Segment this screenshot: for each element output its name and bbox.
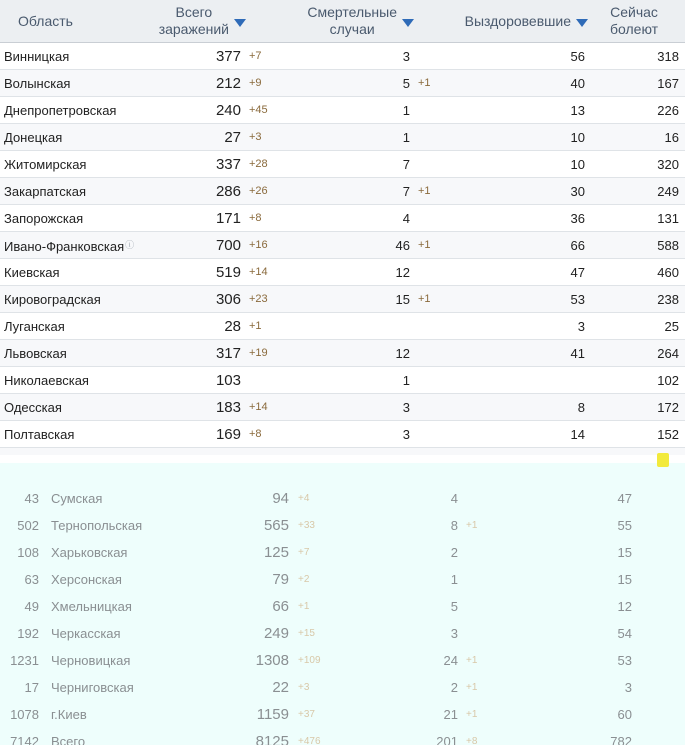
deaths: 5 xyxy=(402,76,410,91)
total-cases-delta: +3 xyxy=(249,131,262,143)
deaths-delta: +1 xyxy=(418,185,431,197)
region-name: Львовская xyxy=(4,346,67,361)
region-name: Ивано-Франковская xyxy=(4,239,125,254)
sort-down-icon[interactable] xyxy=(402,19,414,27)
table-row[interactable] xyxy=(0,286,685,313)
total-cases: 125 xyxy=(263,544,289,561)
total-cases-delta: +4 xyxy=(298,493,310,504)
total-cases: 1159 xyxy=(256,706,289,723)
total-cases: 306 xyxy=(215,291,241,308)
region-name: Полтавская xyxy=(4,427,75,442)
currently-ill: 12 xyxy=(617,599,632,614)
total-cases: 22 xyxy=(272,679,289,696)
total-cases-delta: +1 xyxy=(249,320,262,332)
total-cases-delta: +14 xyxy=(249,266,268,278)
total-cases-delta: +15 xyxy=(298,628,315,639)
currently-ill: 55 xyxy=(617,518,632,533)
recovered: 41 xyxy=(570,346,585,361)
total-cases: 79 xyxy=(272,571,289,588)
region-name: Тернопольская xyxy=(51,518,143,533)
deaths: 3 xyxy=(450,626,458,641)
recovered: 47 xyxy=(570,265,585,280)
deaths: 7 xyxy=(402,184,410,199)
region-name: Винницкая xyxy=(4,49,70,64)
total-cases: 212 xyxy=(215,75,241,92)
currently-ill: 3 xyxy=(624,680,632,695)
currently-ill: 47 xyxy=(617,491,632,506)
total-cases: 565 xyxy=(263,517,289,534)
currently-ill: 152 xyxy=(657,427,679,442)
total-cases-delta: +26 xyxy=(249,185,268,197)
deaths: 1 xyxy=(402,103,410,118)
currently-ill: 167 xyxy=(657,76,679,91)
total-cases-delta: +16 xyxy=(249,239,268,251)
total-cases-delta: +14 xyxy=(249,401,268,413)
deaths: 2 xyxy=(450,545,458,560)
table-row[interactable] xyxy=(0,593,685,620)
total-cases: 27 xyxy=(224,129,241,146)
table-row[interactable] xyxy=(0,539,685,566)
currently-ill: 588 xyxy=(657,238,679,253)
total-cases-delta: +23 xyxy=(249,293,268,305)
recovered: 40 xyxy=(570,76,585,91)
deaths-delta: +1 xyxy=(466,682,478,693)
deaths: 7 xyxy=(402,157,410,172)
deaths: 24 xyxy=(443,653,458,668)
region-name: Черновицкая xyxy=(51,653,131,668)
table-row[interactable] xyxy=(0,178,685,205)
shifted-value: 502 xyxy=(17,518,39,533)
region-name: Житомирская xyxy=(4,157,87,172)
table-row[interactable] xyxy=(0,674,685,701)
deaths: 8 xyxy=(450,518,458,533)
deaths: 15 xyxy=(395,292,410,307)
deaths: 1 xyxy=(402,373,410,388)
total-cases: 337 xyxy=(215,156,241,173)
shifted-value: 63 xyxy=(24,572,39,587)
deaths: 1 xyxy=(402,130,410,145)
sort-down-icon[interactable] xyxy=(234,19,246,27)
deaths-delta: +1 xyxy=(466,655,478,666)
total-cases: 1308 xyxy=(255,652,289,669)
region-name: Херсонская xyxy=(51,572,122,587)
deaths: 2 xyxy=(450,680,458,695)
region-name: Луганская xyxy=(4,319,65,334)
table-row[interactable] xyxy=(0,512,685,539)
currently-ill: 249 xyxy=(657,184,679,199)
region-name: Волынская xyxy=(4,76,71,91)
deaths-delta: +1 xyxy=(466,709,478,720)
table-header xyxy=(0,0,685,43)
total-cases-delta: +19 xyxy=(249,347,268,359)
currently-ill: 172 xyxy=(657,400,679,415)
total-cases-delta: +109 xyxy=(298,655,321,666)
table-row[interactable] xyxy=(0,701,685,728)
deaths: 1 xyxy=(450,572,458,587)
total-cases-delta: +7 xyxy=(298,547,310,558)
total-cases: 28 xyxy=(224,318,241,335)
shifted-value: 108 xyxy=(17,545,39,560)
currently-ill: 25 xyxy=(664,319,679,334)
region-name: Запорожская xyxy=(4,211,84,226)
total-cases-delta: +45 xyxy=(249,104,268,116)
total-cases-delta: +7 xyxy=(249,50,262,62)
recovered: 56 xyxy=(570,49,585,64)
total-cases-delta: +8 xyxy=(249,428,262,440)
deaths: 12 xyxy=(395,265,410,280)
recovered: 10 xyxy=(570,130,585,145)
total-cases-delta: +8 xyxy=(249,212,262,224)
total-cases: 240 xyxy=(215,102,241,119)
column-header-deaths[interactable] xyxy=(300,0,414,42)
deaths: 4 xyxy=(450,491,458,506)
table-row[interactable] xyxy=(0,728,685,745)
shifted-value: 17 xyxy=(24,680,39,695)
table-row[interactable] xyxy=(0,647,685,674)
table-row[interactable] xyxy=(0,124,685,151)
recovered: 10 xyxy=(570,157,585,172)
table-row[interactable] xyxy=(0,313,685,340)
recovered: 14 xyxy=(570,427,585,442)
shifted-value: 43 xyxy=(24,491,39,506)
region-name: Кировоградская xyxy=(4,292,101,307)
highlight-marker xyxy=(657,453,669,467)
shifted-value: 49 xyxy=(24,599,39,614)
region-name: г.Киев xyxy=(51,707,87,722)
sort-down-icon[interactable] xyxy=(576,19,588,27)
total-cases: 8125 xyxy=(255,733,289,745)
table-row[interactable] xyxy=(0,566,685,593)
glitched-table-body xyxy=(0,463,685,745)
deaths: 12 xyxy=(395,346,410,361)
column-header-region-label: Область xyxy=(18,12,73,29)
total-cases: 171 xyxy=(215,210,241,227)
recovered: 8 xyxy=(577,400,585,415)
region-name: Хмельницкая xyxy=(51,599,132,614)
table-row[interactable] xyxy=(0,485,685,512)
region-name: Харьковская xyxy=(51,545,128,560)
deaths: 201 xyxy=(436,734,458,745)
region-name: Николаевская xyxy=(4,373,89,388)
table-row[interactable] xyxy=(0,205,685,232)
currently-ill: 131 xyxy=(657,211,679,226)
total-cases-delta: +1 xyxy=(298,601,310,612)
deaths: 3 xyxy=(402,400,410,415)
info-icon[interactable]: ⓘ xyxy=(125,240,135,250)
column-header-total[interactable] xyxy=(140,0,246,42)
currently-ill: 15 xyxy=(617,545,632,560)
table-row[interactable] xyxy=(0,97,685,124)
currently-ill: 318 xyxy=(657,49,679,64)
column-header-ill[interactable] xyxy=(610,0,685,42)
recovered: 13 xyxy=(570,103,585,118)
column-header-ill-label: Сейчас болеют xyxy=(610,4,659,37)
total-cases-delta: +476 xyxy=(298,736,321,745)
column-header-recovered-label: Выздоровевшие xyxy=(464,12,571,29)
total-cases-delta: +33 xyxy=(298,520,315,531)
deaths: 3 xyxy=(402,49,410,64)
total-cases: 183 xyxy=(215,399,241,416)
region-name: Сумская xyxy=(51,491,103,506)
total-cases: 519 xyxy=(215,264,241,281)
deaths: 21 xyxy=(443,707,458,722)
column-header-deaths-label: Смертельные случаи xyxy=(307,4,397,37)
total-cases-delta: +37 xyxy=(298,709,315,720)
table-row[interactable] xyxy=(0,259,685,286)
region-name: Черниговская xyxy=(51,680,134,695)
currently-ill: 320 xyxy=(657,157,679,172)
total-cases-delta: +3 xyxy=(298,682,310,693)
table-row[interactable] xyxy=(0,232,685,259)
shifted-value: 1231 xyxy=(10,653,39,668)
deaths-delta: +8 xyxy=(466,736,478,745)
currently-ill: 264 xyxy=(657,346,679,361)
table-row[interactable] xyxy=(0,43,685,70)
currently-ill: 60 xyxy=(617,707,632,722)
total-cases: 103 xyxy=(215,372,241,389)
total-cases: 94 xyxy=(272,490,289,507)
region-name: Одесская xyxy=(4,400,62,415)
deaths-delta: +1 xyxy=(466,520,478,531)
total-cases: 700 xyxy=(215,237,241,254)
region-name-wrap xyxy=(4,232,134,259)
table-row[interactable] xyxy=(0,620,685,647)
currently-ill: 782 xyxy=(610,734,632,745)
table-row[interactable] xyxy=(0,70,685,97)
currently-ill: 460 xyxy=(657,265,679,280)
table-row[interactable] xyxy=(0,340,685,367)
currently-ill: 53 xyxy=(617,653,632,668)
region-name: Днепропетровская xyxy=(4,103,117,118)
column-header-region[interactable] xyxy=(18,0,138,42)
currently-ill: 226 xyxy=(657,103,679,118)
recovered: 53 xyxy=(570,292,585,307)
recovered: 30 xyxy=(570,184,585,199)
deaths-delta: +1 xyxy=(418,77,431,89)
currently-ill: 16 xyxy=(664,130,679,145)
recovered: 36 xyxy=(570,211,585,226)
shifted-value: 1078 xyxy=(10,707,39,722)
shifted-value: 7142 xyxy=(10,734,39,745)
currently-ill: 15 xyxy=(617,572,632,587)
deaths: 46 xyxy=(395,238,410,253)
total-cases-delta: +9 xyxy=(249,77,262,89)
table-body xyxy=(0,43,685,463)
deaths: 3 xyxy=(402,427,410,442)
currently-ill: 54 xyxy=(617,626,632,641)
table-row[interactable] xyxy=(0,367,685,394)
currently-ill: 238 xyxy=(657,292,679,307)
total-cases: 317 xyxy=(215,345,241,362)
column-header-total-label: Всего заражений xyxy=(158,4,229,37)
currently-ill: 102 xyxy=(657,373,679,388)
region-name: Киевская xyxy=(4,265,60,280)
deaths-delta: +1 xyxy=(418,293,431,305)
total-cases-delta: +2 xyxy=(298,574,310,585)
total-cases: 66 xyxy=(272,598,289,615)
region-name: Черкасская xyxy=(51,626,121,641)
column-header-recovered[interactable] xyxy=(455,0,588,42)
table-row[interactable] xyxy=(0,394,685,421)
table-row[interactable] xyxy=(0,151,685,178)
shifted-value: 192 xyxy=(17,626,39,641)
recovered: 66 xyxy=(570,238,585,253)
total-cases-delta: +28 xyxy=(249,158,268,170)
region-name: Донецкая xyxy=(4,130,63,145)
total-cases: 377 xyxy=(215,48,241,65)
table-row[interactable] xyxy=(0,421,685,448)
region-name: Закарпатская xyxy=(4,184,87,199)
deaths-delta: +1 xyxy=(418,239,431,251)
total-cases: 286 xyxy=(215,183,241,200)
region-name: Всего xyxy=(51,734,86,745)
recovered: 3 xyxy=(577,319,585,334)
deaths: 5 xyxy=(450,599,458,614)
total-cases: 249 xyxy=(263,625,289,642)
total-cases: 169 xyxy=(215,426,241,443)
deaths: 4 xyxy=(402,211,410,226)
